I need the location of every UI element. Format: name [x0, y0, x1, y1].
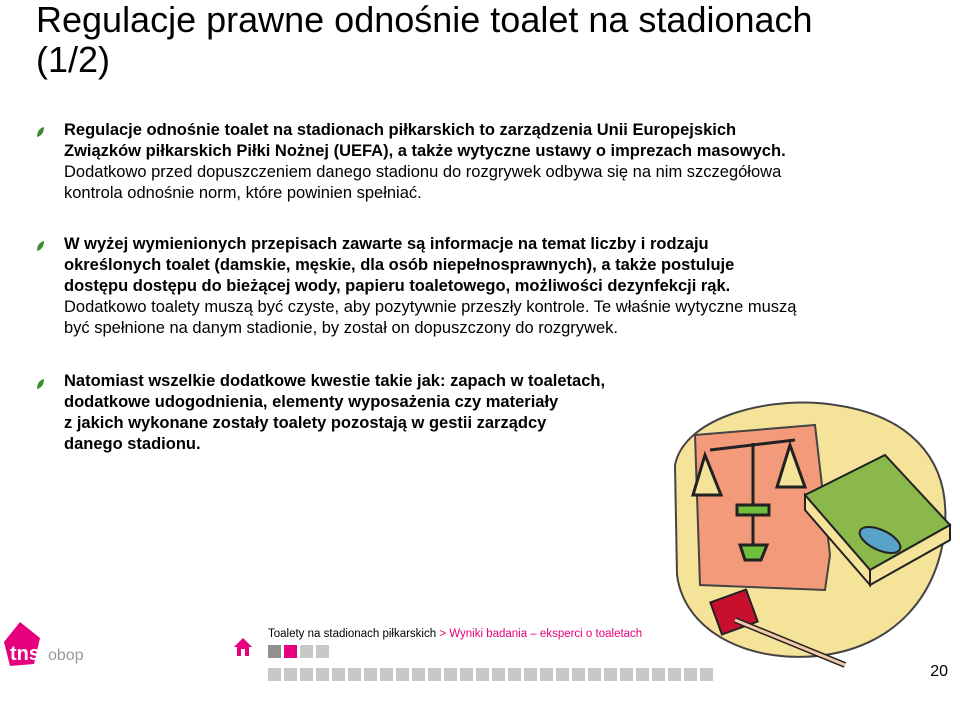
- bullet-leaf-icon: [36, 126, 45, 138]
- nav-square[interactable]: [588, 668, 601, 681]
- nav-square[interactable]: [412, 668, 425, 681]
- paragraph-2-line: Dodatkowo toalety muszą być czyste, aby pozytywnie przeszły kontrole. Te właśnie wytyczne muszą: [64, 298, 797, 316]
- home-icon[interactable]: [232, 636, 254, 658]
- nav-square[interactable]: [380, 668, 393, 681]
- nav-square[interactable]: [620, 668, 633, 681]
- logo-tns-text: tns: [10, 643, 40, 665]
- paragraph-3-line: z jakich wykonane zostały toalety pozostają w gestii zarządcy: [64, 414, 547, 432]
- paragraph-2-line: dostępu dostępu do bieżącej wody, papieru toaletowego, możliwości dezynfekcji rąk.: [64, 277, 731, 295]
- nav-square[interactable]: [332, 668, 345, 681]
- page-title: [36, 0, 916, 80]
- nav-square[interactable]: [492, 668, 505, 681]
- nav-square[interactable]: [604, 668, 617, 681]
- paragraph-2-line: być spełnione na danym stadionie, by został on dopuszczony do rozgrywek.: [64, 319, 618, 337]
- bullet-leaf-icon: [36, 378, 45, 390]
- nav-square[interactable]: [300, 645, 313, 658]
- paragraph-3: [64, 371, 605, 455]
- nav-square[interactable]: [524, 668, 537, 681]
- nav-square[interactable]: [508, 668, 521, 681]
- tns-obop-logo: [0, 620, 100, 680]
- nav-square[interactable]: [316, 645, 329, 658]
- nav-square[interactable]: [556, 668, 569, 681]
- breadcrumb-sub[interactable]: Wyniki badania – eksperci o toaletach: [449, 628, 643, 640]
- nav-square[interactable]: [316, 668, 329, 681]
- paragraph-1-line: Związków piłkarskich Piłki Nożnej (UEFA), a także wytyczne ustawy o imprezach masowych.: [64, 142, 786, 160]
- nav-square[interactable]: [348, 668, 361, 681]
- breadcrumb-separator: >: [439, 628, 447, 640]
- nav-square[interactable]: [284, 668, 297, 681]
- paragraph-2-line: określonych toalet (damskie, męskie, dla osób niepełnosprawnych), a także postuluje: [64, 256, 735, 274]
- nav-square[interactable]: [668, 668, 681, 681]
- nav-square[interactable]: [300, 668, 313, 681]
- paragraph-1-line: Dodatkowo przed dopuszczeniem danego stadionu do rozgrywek odbywa się na nim szczegółowa: [64, 163, 782, 181]
- paragraph-1-line: kontrola odnośnie norm, które powinien spełniać.: [64, 184, 422, 202]
- nav-square[interactable]: [700, 668, 713, 681]
- paragraph-3-line: danego stadionu.: [64, 435, 201, 453]
- nav-square[interactable]: [636, 668, 649, 681]
- nav-square[interactable]: [460, 668, 473, 681]
- nav-square[interactable]: [444, 668, 457, 681]
- nav-square[interactable]: [396, 668, 409, 681]
- breadcrumb-main[interactable]: Toalety na stadionach piłkarskich: [268, 628, 437, 640]
- nav-square[interactable]: [428, 668, 441, 681]
- nav-square[interactable]: [572, 668, 585, 681]
- page-title-line-1: Regulacje prawne odnośnie toalet na stadionach: [36, 0, 813, 40]
- law-clipart-illustration: [665, 395, 960, 685]
- nav-square-current[interactable]: [284, 645, 297, 658]
- page-title-line-2: (1/2): [36, 39, 111, 80]
- paragraph-2: [64, 234, 796, 339]
- logo-obop-text: obop: [48, 647, 84, 664]
- nav-square[interactable]: [268, 668, 281, 681]
- paragraph-2-line: W wyżej wymienionych przepisach zawarte są informacje na temat liczby i rodzaju: [64, 235, 709, 253]
- nav-square[interactable]: [684, 668, 697, 681]
- nav-square[interactable]: [652, 668, 665, 681]
- section-nav-row-2: [268, 668, 713, 681]
- nav-square[interactable]: [364, 668, 377, 681]
- paragraph-3-line: Natomiast wszelkie dodatkowe kwestie takie jak: zapach w toaletach,: [64, 372, 606, 390]
- nav-square[interactable]: [268, 645, 281, 658]
- section-nav-row-1: [268, 645, 329, 658]
- bullet-leaf-icon: [36, 240, 45, 252]
- paragraph-3-line: dodatkowe udogodnienia, elementy wyposażenia czy materiały: [64, 393, 559, 411]
- paragraph-1: [64, 120, 786, 204]
- nav-square[interactable]: [540, 668, 553, 681]
- page-number: 20: [930, 663, 948, 680]
- nav-square[interactable]: [476, 668, 489, 681]
- breadcrumb: [268, 628, 642, 640]
- paragraph-1-line: Regulacje odnośnie toalet na stadionach piłkarskich to zarządzenia Unii Europejskich: [64, 121, 737, 139]
